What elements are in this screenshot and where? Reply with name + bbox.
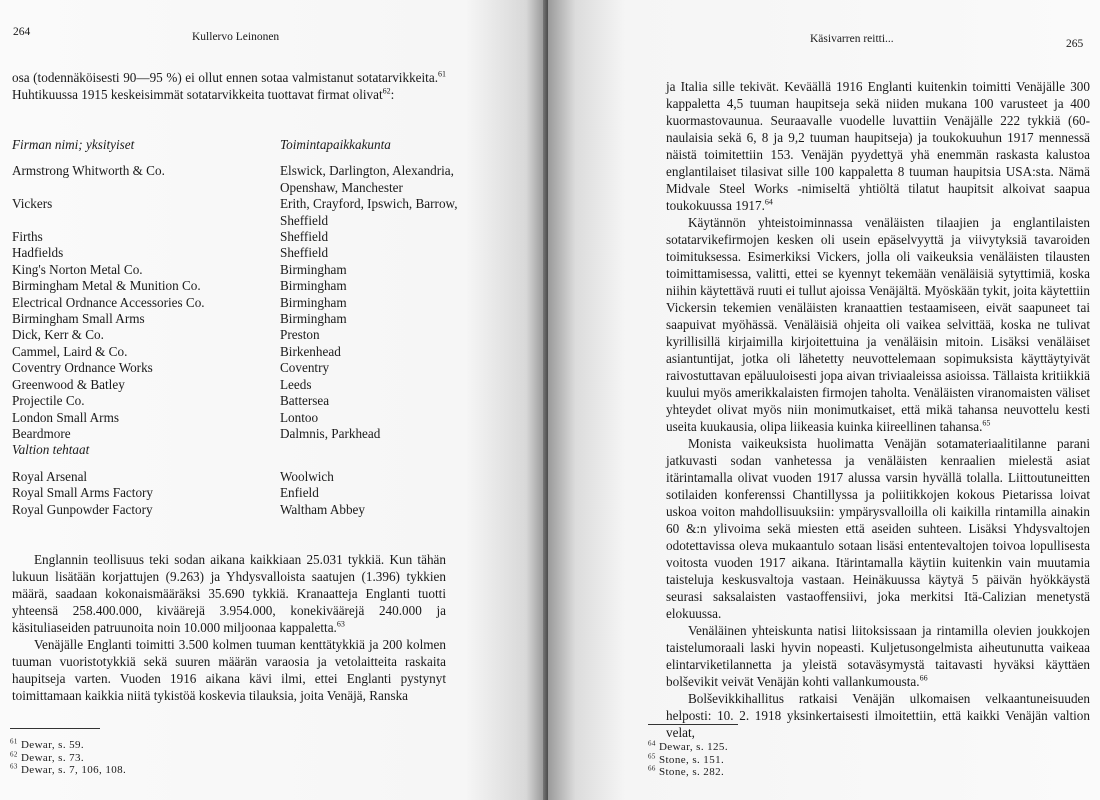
firm-location: Birmingham: [280, 278, 347, 294]
table-row: [12, 469, 460, 485]
paragraph: Monista vaikeuksista huolimatta Venäjän sotamateriaalitilanne parani jatkuvasti sodan vanhetessa ja venäläisten kenraalien mielestä asiat itärintamalla olivat vuoden 1917 alussa varsin hyvällä tolalla. Liittoutuneitten sotilaiden konferenssi Chantillyssa ja poliitikkojen kokous Pietarissa loivat uskoa voiton mahdollisuuksiin: ympärysvalloilla oli kaikilla rintamilla ainakin 60 &:n ylivoima sekä miesten että aseiden suhteen. Lisäksi Yhdysvaltojen odotettavissa oleva mukaantulo sotaan lisäsi ententevaltojen toivoa lopullisesta voitosta vuoden 1917 aikana. Itärintamalla käytiin kuitenkin vain muutamia taisteluja keskusvaltoja vastaan. Heinäkuussa käytyä 5 päivän hyökkäystä seurasi saksalaisten vastaoffensiivi, joka merkitsi Itä-Calizian menetystä elokuussa.: [666, 436, 1090, 621]
page-number: 264: [13, 26, 31, 38]
table-row: [12, 262, 460, 278]
table-row: [12, 502, 460, 518]
firm-name: Firths: [12, 229, 43, 245]
footnote: $^{65}$ Stone, s. 151.: [648, 751, 725, 766]
intro-paragraph: osa (todennäköisesti 90—95 %) ei ollut ennen sotaa valmistanut sotatarvikkeita.$^{61}$ Huhtikuussa 1915 keskeisimmät sotatarvikkeita tuottavat firmat olivat$^{62}$:: [12, 69, 446, 102]
paragraph: Venäjälle Englanti toimitti 3.500 kolmen tuuman kenttätykkiä ja 200 kolmen tuuman vuoristotykkiä sekä suuren määrän varaosia ja vetolaitteita raskaita haupitseja varten. Vuoden 1916 aikana kävi ilmi, ettei Englanti pystynyt toimittamaan kaikkia niitä tykistöä koskevia tilauksia, joita Venäjä, Ranska: [12, 637, 446, 703]
firm-location: Birmingham: [280, 294, 347, 310]
state-factories-header-row: [12, 442, 460, 458]
table-row: [12, 426, 460, 442]
firm-location: Elswick, Darlington, Alexandria, Openshaw, Manchester: [280, 163, 454, 195]
firm-name: Royal Gunpowder Factory: [12, 501, 153, 517]
firm-name: Royal Arsenal: [12, 468, 88, 484]
firm-name: Birmingham Metal & Munition Co.: [12, 278, 201, 294]
right-page: [548, 0, 1100, 800]
footnote-rule: [10, 728, 100, 729]
firm-location: Enfield: [280, 485, 319, 501]
firm-location: Battersea: [280, 393, 330, 409]
table-row: [12, 245, 460, 261]
column-header-firm: Firman nimi; yksityiset: [12, 137, 135, 152]
table-row: [12, 163, 460, 196]
table-row: [12, 229, 460, 245]
firm-name: Projectile Co.: [12, 393, 85, 409]
page-number: 265: [1066, 38, 1084, 50]
paragraph: Käytännön yhteistoiminnassa venäläisten tilaajien ja englantilaisten sotatarvikefirmojen kesken oli usein epäselvyyttä ja viivytyksiä tavaroiden toimituksessa. Esimerkiksi Vickers, jolla oli vaikeuksia venäläisten tilausten toimittamisessa, valitti, ettei se kyennyt tekemään venäläisiä sytyttimiä, koska niihin käytettävä ruuti ei tullut ajoissa Venäjältä. Myöskään tykit, joita käytettiin Vickersin tekemien venäläisten kranaattien testaamiseen, eivät saapuneet tai saapuivat myöhässä. Venäläisiä ohjeita oli vaikea selvittää, koska ne tulivat kyrillisillä kirjaimilla kirjoitettuina ja venäläisin mitoin. Lisäksi venäläiset asiantuntijat, jotka oli lähetetty neuvottelemaan sopimuksista käyttäytyivät raivostuttavan epäluuloisesti jopa aivan triviaaleissa asioissa. Tällaista kritiikkiä kuului myös amerikkalaisten firmojen taholta. Venäläisten viranomaisten väliset yhteydet olivat myös niin monimutkaiset, että mikä tahansa neuvottelu kesti useita kuukausia, olipa liikeasia kuinka kiireellinen tahansa.$^{65}$: [666, 215, 1090, 434]
running-head: Käsivarren reitti...: [810, 33, 894, 45]
firm-name: Dick, Kerr & Co.: [12, 327, 104, 343]
table-row: [12, 393, 460, 409]
firm-location: Birmingham: [280, 311, 347, 327]
firm-location: Erith, Crayford, Ipswich, Barrow, Sheffield: [280, 196, 458, 228]
firm-name: Greenwood & Batley: [12, 376, 125, 392]
table-row: [12, 377, 460, 393]
running-head: Kullervo Leinonen: [192, 31, 280, 43]
paragraph: Englannin teollisuus teki sodan aikana kaikkiaan 25.031 tykkiä. Kun tähän lukuun lisätään korjattujen (9.263) ja Yhdysvalloista saatujen (1.396) tykkien määrä, saadaan kokonaismääräksi 35.690 tykkiä. Kranaatteja Englanti tuotti yhteensä 258.400.000, kiväärejä 3.954.000, konekiväärejä 240.000 ja käsituliaseiden patruunoita noin 10.000 miljoonaa kappaletta.$^{63}$: [12, 552, 446, 635]
firm-location: Leeds: [280, 376, 312, 392]
firm-name: Vickers: [12, 196, 53, 212]
main-text-right: [666, 78, 1090, 741]
column-header-place: Toimintapaikkakunta: [280, 137, 391, 152]
firm-location: Sheffield: [280, 245, 329, 261]
main-text-left: [12, 551, 446, 704]
firm-name: Cammel, Laird & Co.: [12, 343, 128, 359]
firm-location: Woolwich: [280, 468, 334, 484]
firm-location: Waltham Abbey: [280, 501, 366, 517]
footnote: $^{63}$ Dewar, s. 7, 106, 108.: [10, 762, 127, 776]
table-row: [12, 295, 460, 311]
firm-name: Hadfields: [12, 245, 64, 261]
table-row: [12, 344, 460, 360]
firm-name: Coventry Ordnance Works: [12, 360, 153, 376]
footnote: $^{61}$ Dewar, s. 59.: [10, 737, 85, 751]
paragraph: ja Italia sille tekivät. Keväällä 1916 Englanti kuitenkin toimitti Venäjälle 300 kappaletta 4,5 tuuman haupitseja sekä niiden mukana 100 varusteet ja 400 kuormastovaunua. Seuraavalle vuodelle luvattiin Venäjälle 222 tykkiä (60-naulaisia sekä 6, 8 ja 9,2 tuuman haupitseja) ja toukokuuhun 1917 mennessä näistä toimitettiin 153. Venäjän pyydettyä yhä enemmän raskasta kalustoa englantilaiset tilasivat sille 100 kappaletta 8 tuuman haupitsia USA:sta. Nämä Midvale Steel Works -nimiseltä yhtiöltä tilatut haupitsit alkoivat saapua toukokuussa 1917.64: [666, 79, 1090, 213]
firm-name: Birmingham Small Arms: [12, 311, 145, 327]
firms-table: [12, 137, 460, 518]
footnotes-left: [10, 739, 126, 777]
footnote: $^{66}$ Stone, s. 282.: [648, 764, 725, 778]
firm-location: Preston: [280, 327, 320, 343]
footnote-rule: [648, 724, 738, 725]
table-row: [12, 410, 460, 426]
firm-location: Coventry: [280, 360, 330, 376]
firm-name: Electrical Ordnance Accessories Co.: [12, 294, 205, 310]
firm-name: Royal Small Arms Factory: [12, 485, 154, 501]
firm-name: Beardmore: [12, 425, 71, 441]
firm-location: Birmingham: [280, 261, 347, 277]
table-header-row: [12, 137, 460, 153]
table-row: [12, 360, 460, 376]
table-row: [12, 485, 460, 501]
left-page: [0, 0, 548, 800]
paragraph: Bolševikkihallitus ratkaisi Venäjän ulkomaisen velkaantuneisuuden helposti: 10. 2. 1918 yksinkertaisesti ilmoitettiin, että kaikki Venäjän valtion velat,: [666, 691, 1090, 740]
firm-name: Armstrong Whitworth & Co.: [12, 163, 165, 179]
firm-name: King's Norton Metal Co.: [12, 261, 143, 277]
table-row: [12, 311, 460, 327]
paragraph: Venäläinen yhteiskunta natisi liitoksissaan ja rintamilla olevien joukkojen taistelumoraali laski hyvin nopeasti. Kuljetusongelmista aiheutunutta vaikeaa elintarviketilannetta ja yleistä sotaväsymystä taitavasti hyväksi käyttäen bolševikit veivät Venäjän kohti vallankumousta.$^{66}$: [666, 623, 1090, 689]
state-factories-header: Valtion tehtaat: [12, 442, 90, 458]
firm-location: Dalmnis, Parkhead: [280, 425, 381, 441]
table-row: [12, 278, 460, 294]
firm-location: Sheffield: [280, 229, 329, 245]
firm-location: Birkenhead: [280, 343, 341, 359]
footnotes-right: [648, 741, 728, 779]
table-row: [12, 196, 460, 229]
table-row: [12, 327, 460, 343]
firm-location: Lontoo: [280, 409, 319, 425]
footnote: $^{64}$ Dewar, s. 125.: [648, 739, 728, 753]
footnote: $^{62}$ Dewar, s. 73.: [10, 749, 85, 764]
firm-name: London Small Arms: [12, 409, 119, 425]
